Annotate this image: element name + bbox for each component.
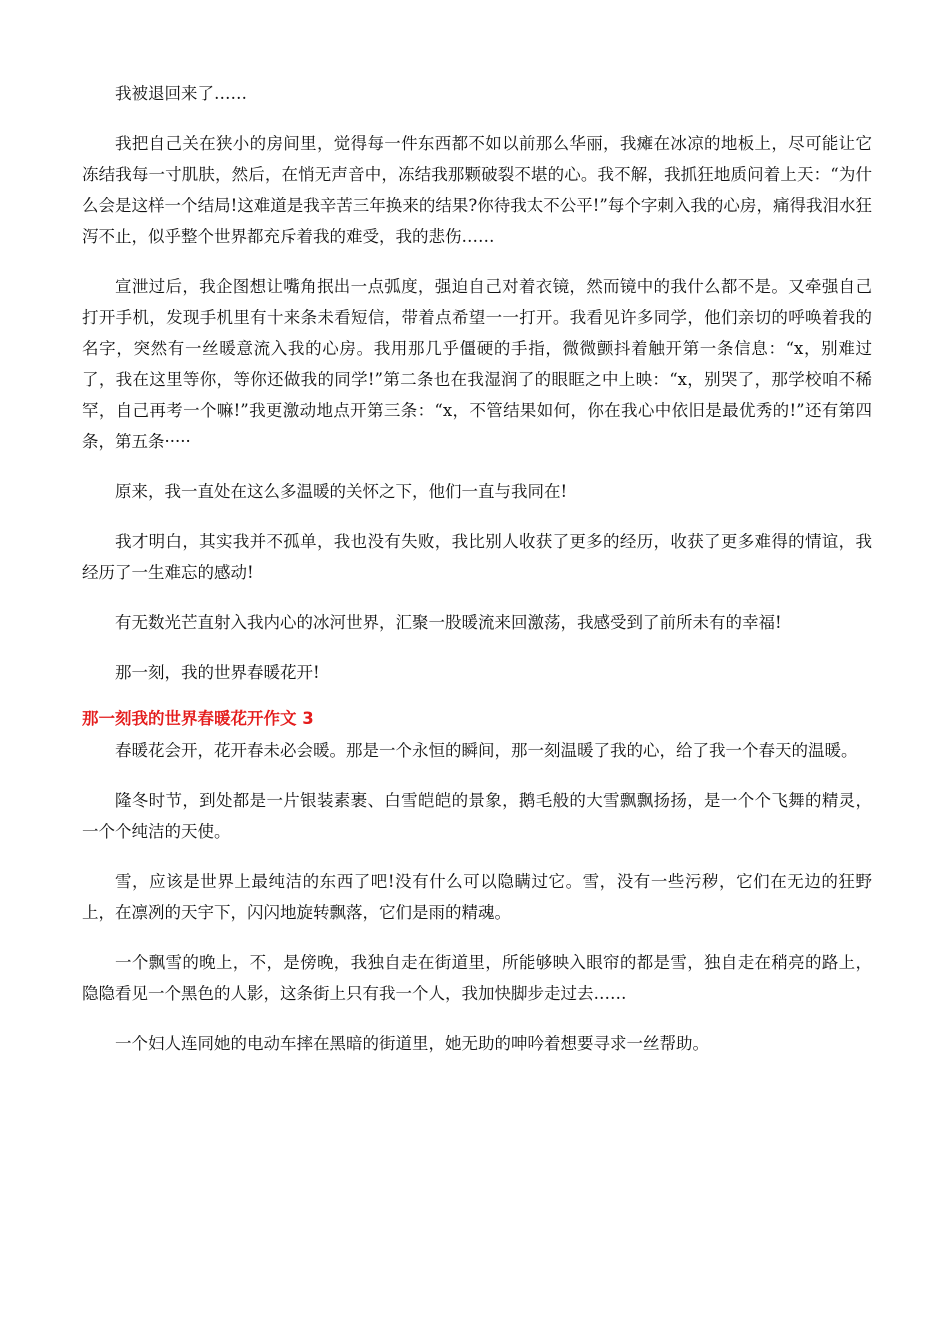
section-heading: 那一刻我的世界春暖花开作文 3 xyxy=(82,709,314,728)
paragraph: 隆冬时节，到处都是一片银装素裹、白雪皑皑的景象，鹅毛般的大雪飘飘扬扬，是一个个飞舞的精灵，一个个纯洁的天使。 xyxy=(82,791,872,841)
paragraph: 雪，应该是世界上最纯洁的东西了吧!没有什么可以隐瞒过它。雪，没有一些污秽，它们在无边的狂野上，在凛冽的天宇下，闪闪地旋转飘落，它们是雨的精魂。 xyxy=(82,872,872,922)
document-body xyxy=(82,78,872,1078)
paragraph: 有无数光芒直射入我内心的冰河世界，汇聚一股暖流来回激荡，我感受到了前所未有的幸福! xyxy=(115,613,782,632)
paragraph: 那一刻，我的世界春暖花开! xyxy=(115,663,320,682)
paragraph: 一个飘雪的晚上，不，是傍晚，我独自走在街道里，所能够映入眼帘的都是雪，独自走在稍亮的路上，隐隐看见一个黑色的人影，这条街上只有我一个人，我加快脚步走过去…… xyxy=(82,953,872,1003)
paragraph: 原来，我一直处在这么多温暖的关怀之下，他们一直与我同在! xyxy=(115,482,568,501)
paragraph: 春暖花会开，花开春未必会暖。那是一个永恒的瞬间，那一刻温暖了我的心，给了我一个春天的温暖。 xyxy=(115,741,858,760)
paragraph: 我才明白，其实我并不孤单，我也没有失败，我比别人收获了更多的经历，收获了更多难得的情谊，我经历了一生难忘的感动! xyxy=(82,532,872,582)
paragraph: 宣泄过后，我企图想让嘴角抿出一点弧度，强迫自己对着衣镜，然而镜中的我什么都不是。又牵强自己打开手机，发现手机里有十来条未看短信，带着点希望一一打开。我看见许多同学，他们亲切的呼唤着我的名字，突然有一丝暖意流入我的心房。我用那几乎僵硬的手指，微微颤抖着触开第一条信息：“x，别难过了，我在这里等你，等你还做我的同学!”第二条也在我湿润了的眼眶之中上映：“x，别哭了，那学校咱不稀罕，自己再考一个嘛!”我更激动地点开第三条：“x，不管结果如何，你在我心中依旧是最优秀的!”还有第四条，第五条····· xyxy=(82,277,872,451)
paragraph: 一个妇人连同她的电动车摔在黑暗的街道里，她无助的呻吟着想要寻求一丝帮助。 xyxy=(115,1034,709,1053)
paragraph: 我被退回来了…… xyxy=(115,84,247,103)
paragraph: 我把自己关在狭小的房间里，觉得每一件东西都不如以前那么华丽，我瘫在冰凉的地板上，尽可能让它冻结我每一寸肌肤，然后，在悄无声音中，冻结我那颗破裂不堪的心。我不解，我抓狂地质问着上天：“为什么会是这样一个结局!这难道是我辛苦三年换来的结果?你待我太不公平!”每个字刺入我的心房，痛得我泪水狂泻不止，似乎整个世界都充斥着我的难受，我的悲伤…… xyxy=(82,134,872,246)
